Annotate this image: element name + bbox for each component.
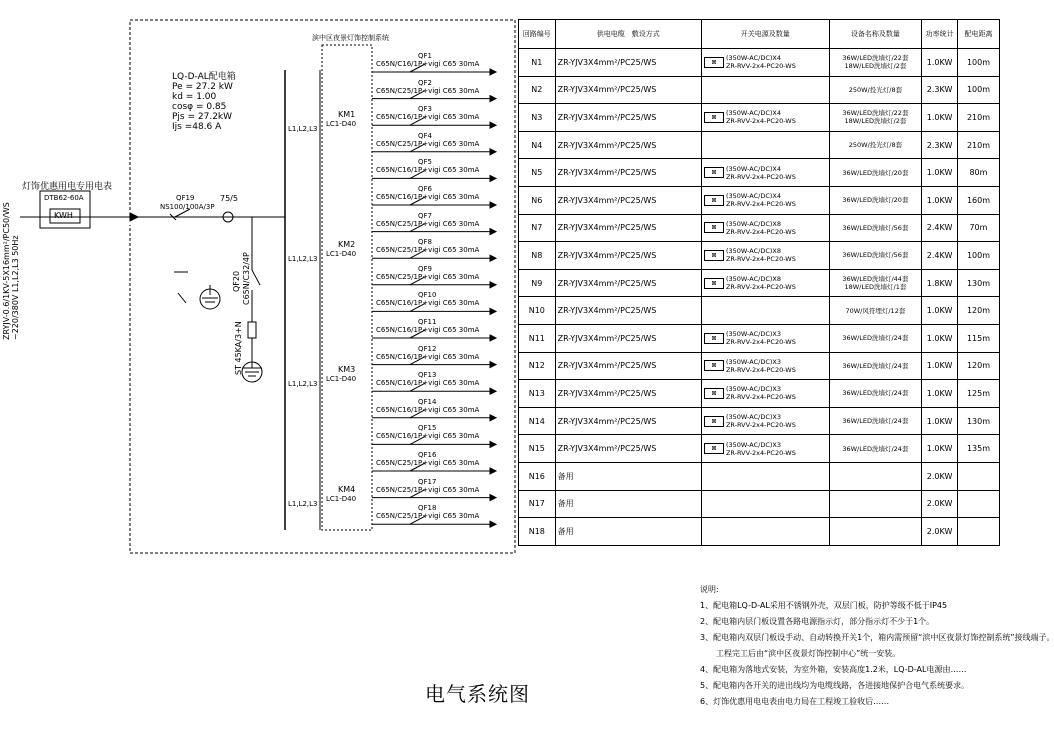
switch-power-cell bbox=[701, 518, 829, 546]
circuit-distance bbox=[957, 490, 999, 518]
feeder-arrow bbox=[490, 175, 496, 181]
table-row bbox=[519, 131, 1000, 159]
feeder-breaker-spec: C65N/C25/1P+vigi C65 30mA bbox=[376, 485, 480, 494]
table-header: 回路编号 bbox=[519, 20, 556, 49]
feeder-breaker-spec: C65N/C16/1P+vigi C65 30mA bbox=[376, 379, 480, 388]
feeder-arrow bbox=[490, 308, 496, 314]
ac-dc-converter-icon: ⊠ bbox=[704, 195, 724, 206]
circuit-cable: ZR-YJV3X4mm²/PC25/WS bbox=[555, 131, 701, 159]
circuit-number: N1 bbox=[519, 49, 556, 77]
device-cell bbox=[829, 407, 922, 435]
table-row bbox=[519, 380, 1000, 408]
device-cell bbox=[829, 186, 922, 214]
switch-power-cell bbox=[701, 186, 829, 214]
switch-power-cable: ZR-RVV-2x4-PC20-WS bbox=[725, 283, 796, 292]
device-line-1: 36W/LED洗墙灯/56套 bbox=[842, 251, 909, 260]
panel-cos: cosφ = 0.85 bbox=[172, 102, 227, 112]
note-item: 5、配电箱内各开关的进出线均为电缆线路，各进接地保护合电气系统要求。 bbox=[700, 681, 970, 690]
table-row bbox=[519, 490, 1000, 518]
bus-label: L1,L2,L3 bbox=[288, 500, 318, 508]
device-cell bbox=[829, 76, 922, 104]
ac-dc-converter-icon: ⊠ bbox=[704, 167, 724, 178]
device-line-1: 250W/投光灯/8套 bbox=[848, 85, 903, 94]
device-cell bbox=[829, 159, 922, 187]
device-line-1: 36W/LED洗墙灯/24套 bbox=[842, 444, 909, 453]
main-breaker-code: QF19 bbox=[176, 194, 195, 202]
device-line-1: 36W/LED洗墙灯/24套 bbox=[842, 389, 909, 398]
device-cell bbox=[829, 104, 922, 132]
device-line-1: 36W/LED洗墙灯/24套 bbox=[842, 417, 909, 426]
feeder-arrow bbox=[490, 149, 496, 155]
circuit-power: 1.8KW bbox=[922, 269, 958, 297]
circuit-number: N9 bbox=[519, 269, 556, 297]
switch-power-cable: ZR-RVV-2x4-PC20-WS bbox=[725, 448, 796, 457]
table-row bbox=[519, 435, 1000, 463]
device-cell bbox=[829, 131, 922, 159]
contactor-name: KM1 bbox=[338, 110, 356, 119]
circuit-cable: ZR-YJV3X4mm²/PC25/WS bbox=[555, 352, 701, 380]
device-line-1: 36W/LED洗墙灯/20套 bbox=[842, 168, 909, 177]
device-line-1: 250W/投光灯/8套 bbox=[848, 141, 903, 150]
circuit-number: N11 bbox=[519, 324, 556, 352]
switch-power-cable: ZR-RVV-2x4-PC20-WS bbox=[725, 421, 796, 430]
circuit-number: N17 bbox=[519, 490, 556, 518]
switch-power-cable: ZR-RVV-2x4-PC20-WS bbox=[725, 365, 796, 374]
feeder-arrow bbox=[490, 282, 496, 288]
feeder-breaker-code: QF5 bbox=[418, 158, 432, 167]
feeder-breaker-spec: C65N/C25/1P+vigi C65 30mA bbox=[376, 246, 480, 255]
circuit-distance: 120m bbox=[957, 352, 999, 380]
circuit-schedule-table bbox=[518, 19, 1000, 546]
circuit-cable: ZR-YJV3X4mm²/PC25/WS bbox=[555, 297, 701, 325]
circuit-cable: ZR-YJV3X4mm²/PC25/WS bbox=[555, 435, 701, 463]
feeder-breaker-spec: C65N/C16/1P+vigi C65 30mA bbox=[376, 432, 480, 441]
feeder-breaker-code: QF9 bbox=[418, 264, 432, 273]
device-line-2: 18W/LED洗墙灯/2套 bbox=[844, 62, 907, 71]
switch-power-cell bbox=[701, 104, 829, 132]
circuit-power: 1.0KW bbox=[922, 186, 958, 214]
circuit-power: 1.0KW bbox=[922, 104, 958, 132]
switch-power-spec: (350W-AC/DC)X4 bbox=[725, 54, 781, 63]
feeder-arrow bbox=[490, 69, 496, 75]
circuit-number: N15 bbox=[519, 435, 556, 463]
switch-power-spec: (350W-AC/DC)X3 bbox=[725, 330, 781, 339]
table-row bbox=[519, 186, 1000, 214]
circuit-cable: ZR-YJV3X4mm²/PC25/WS bbox=[555, 269, 701, 297]
table-header: 设备名称及数量 bbox=[829, 20, 922, 49]
circuit-distance: 115m bbox=[957, 324, 999, 352]
circuit-power: 2.0KW bbox=[922, 518, 958, 546]
switch-power-cell bbox=[701, 269, 829, 297]
contactor-name: KM4 bbox=[338, 485, 356, 494]
ac-dc-converter-icon: ⊠ bbox=[704, 333, 724, 344]
switch-power-cell bbox=[701, 49, 829, 77]
circuit-cable: ZR-YJV3X4mm²/PC25/WS bbox=[555, 49, 701, 77]
feeder-breaker-code: QF6 bbox=[418, 185, 432, 193]
switch-power-cell bbox=[701, 435, 829, 463]
feeder-breaker-code: QF13 bbox=[418, 371, 437, 380]
feeder-arrow bbox=[490, 255, 496, 261]
circuit-number: N13 bbox=[519, 380, 556, 408]
circuit-cable: 备用 bbox=[555, 518, 701, 546]
bus-label: L1,L2,L3 bbox=[288, 255, 318, 263]
panel-pjs: Pjs = 27.2kW bbox=[172, 112, 233, 122]
drawing-title: 电气系统图 bbox=[425, 682, 530, 706]
feeder-arrow bbox=[490, 202, 496, 208]
table-row bbox=[519, 462, 1000, 490]
circuit-number: N14 bbox=[519, 407, 556, 435]
table-row bbox=[519, 518, 1000, 546]
circuit-cable: ZR-YJV3X4mm²/PC25/WS bbox=[555, 104, 701, 132]
circuit-power: 1.0KW bbox=[922, 380, 958, 408]
circuit-number: N8 bbox=[519, 242, 556, 270]
circuit-distance: 130m bbox=[957, 407, 999, 435]
circuit-distance: 135m bbox=[957, 435, 999, 463]
circuit-distance: 120m bbox=[957, 297, 999, 325]
table-header: 功率统计 bbox=[922, 20, 958, 49]
device-cell bbox=[829, 242, 922, 270]
feeder-breaker-spec: C65N/C25/1P+vigi C65 30mA bbox=[376, 86, 480, 95]
feeder-breaker-spec: C65N/C25/1P+vigi C65 30mA bbox=[376, 219, 480, 228]
feeder-breaker-spec: C65N/C16/1P+vigi C65 30mA bbox=[376, 60, 480, 68]
supply-cable-label: ZRYJV-0.6/1KV-5X16mm²/PC50/WS ~220/380V L1,L2,L3 50Hz bbox=[2, 202, 20, 340]
circuit-power: 1.0KW bbox=[922, 49, 958, 77]
feeder-arrow bbox=[490, 415, 496, 421]
switch-power-cell bbox=[701, 490, 829, 518]
switch-power-cell bbox=[701, 407, 829, 435]
circuit-distance bbox=[957, 518, 999, 546]
panel-ijs: Ijs =48.6 A bbox=[172, 122, 222, 132]
circuit-power: 2.4KW bbox=[922, 242, 958, 270]
table-row bbox=[519, 242, 1000, 270]
spd-code: QF20 bbox=[232, 270, 241, 292]
note-item: 4、配电箱为落地式安装，为室外箱，安装高度1.2米，LQ-D-AL电源由…… bbox=[700, 665, 967, 674]
switch-power-spec: (350W-AC/DC)X8 bbox=[725, 219, 781, 228]
circuit-cable: ZR-YJV3X4mm²/PC25/WS bbox=[555, 242, 701, 270]
circuit-cable: ZR-YJV3X4mm²/PC25/WS bbox=[555, 214, 701, 242]
device-line-1: 36W/LED洗墙灯/56套 bbox=[842, 223, 909, 232]
bus-label: L1,L2,L3 bbox=[288, 380, 318, 388]
circuit-number: N12 bbox=[519, 352, 556, 380]
device-line-1: 36W/LED洗墙灯/44套 bbox=[842, 275, 909, 284]
feeder-breaker-code: QF2 bbox=[418, 78, 432, 87]
feeder-breaker-code: QF11 bbox=[418, 318, 437, 326]
feeder-breaker-spec: C65N/C25/1P+vigi C65 30mA bbox=[376, 512, 480, 521]
panel-kd: kd = 1.00 bbox=[172, 92, 217, 102]
meter-title: 灯饰优惠用电专用电表 bbox=[22, 182, 113, 192]
feeder-arrow bbox=[490, 468, 496, 474]
meter-model: DTB62-60A bbox=[44, 194, 84, 202]
feeder-arrow bbox=[490, 441, 496, 447]
note-item: 工程完工后由“滨中区夜景灯饰控制中心”统一安装。 bbox=[700, 649, 901, 658]
circuit-cable: ZR-YJV3X4mm²/PC25/WS bbox=[555, 159, 701, 187]
switch-power-cell bbox=[701, 462, 829, 490]
ct-ratio: 75/5 bbox=[220, 194, 238, 203]
circuit-power: 2.0KW bbox=[922, 490, 958, 518]
device-line-1: 70W/风符埋灯/12套 bbox=[845, 306, 906, 315]
device-line-2: 18W/LED洗墙灯/2套 bbox=[844, 117, 907, 126]
circuit-power: 2.3KW bbox=[922, 131, 958, 159]
notes-block bbox=[700, 582, 1054, 710]
ac-dc-converter-icon: ⊠ bbox=[704, 443, 724, 454]
circuit-number: N3 bbox=[519, 104, 556, 132]
table-row bbox=[519, 214, 1000, 242]
feeder-arrow bbox=[490, 521, 496, 527]
device-cell bbox=[829, 269, 922, 297]
switch-power-spec: (350W-AC/DC)X4 bbox=[725, 164, 781, 173]
feeder-arrow bbox=[490, 388, 496, 394]
circuit-number: N6 bbox=[519, 186, 556, 214]
notes-title: 说明: bbox=[700, 585, 719, 594]
feeder-breaker-code: QF4 bbox=[418, 131, 432, 140]
device-cell bbox=[829, 462, 922, 490]
feeder-breaker-spec: C65N/C25/1P+vigi C65 30mA bbox=[376, 139, 480, 148]
circuit-cable: ZR-YJV3X4mm²/PC25/WS bbox=[555, 324, 701, 352]
feeder-arrow bbox=[490, 362, 496, 368]
feeder-breaker-spec: C65N/C16/1P+vigi C65 30mA bbox=[376, 326, 480, 334]
circuit-number: N18 bbox=[519, 518, 556, 546]
feeder-breaker-spec: C65N/C16/1P+vigi C65 30mA bbox=[376, 299, 480, 308]
switch-power-cell bbox=[701, 297, 829, 325]
contactor-spec: LC1-D40 bbox=[326, 120, 357, 128]
device-cell bbox=[829, 324, 922, 352]
table-row bbox=[519, 269, 1000, 297]
circuit-distance: 70m bbox=[957, 214, 999, 242]
feeder-breaker-code: QF3 bbox=[418, 105, 432, 114]
table-header: 配电距离 bbox=[957, 20, 999, 49]
switch-power-spec: (350W-AC/DC)X3 bbox=[725, 413, 781, 422]
panel-name: LQ-D-AL配电箱 bbox=[172, 72, 236, 82]
note-item: 2、配电箱内层门板设置各路电源指示灯，部分指示灯不少于1个。 bbox=[700, 617, 935, 626]
bus-label: L1,L2,L3 bbox=[288, 125, 318, 133]
circuit-power: 1.0KW bbox=[922, 159, 958, 187]
device-cell bbox=[829, 380, 922, 408]
spd-arrester: ST 45KA/3+N bbox=[234, 321, 243, 375]
switch-power-spec: (350W-AC/DC)X3 bbox=[725, 440, 781, 449]
switch-power-cell bbox=[701, 214, 829, 242]
circuit-power: 2.0KW bbox=[922, 462, 958, 490]
circuit-power: 1.0KW bbox=[922, 352, 958, 380]
circuit-power: 1.0KW bbox=[922, 324, 958, 352]
switch-power-spec: (350W-AC/DC)X4 bbox=[725, 109, 781, 118]
circuit-distance: 160m bbox=[957, 186, 999, 214]
ac-dc-converter-icon: ⊠ bbox=[704, 360, 724, 371]
feeder-breaker-code: QF16 bbox=[418, 451, 437, 459]
feeder-breaker-spec: C65N/C16/1P+vigi C65 30mA bbox=[376, 166, 480, 175]
feeder-breaker-code: QF7 bbox=[418, 211, 432, 220]
circuit-distance: 80m bbox=[957, 159, 999, 187]
circuit-cable: ZR-YJV3X4mm²/PC25/WS bbox=[555, 76, 701, 104]
circuit-power: 1.0KW bbox=[922, 297, 958, 325]
note-item: 1、配电箱LQ-D-AL采用不锈钢外壳，双层门板，防护等级不低于IP45 bbox=[700, 601, 948, 610]
circuit-distance: 125m bbox=[957, 380, 999, 408]
feeder-breaker-code: QF14 bbox=[418, 397, 437, 406]
table-row bbox=[519, 76, 1000, 104]
circuit-distance bbox=[957, 462, 999, 490]
device-cell bbox=[829, 435, 922, 463]
device-cell bbox=[829, 49, 922, 77]
device-line-1: 36W/LED洗墙灯/22套 bbox=[842, 109, 909, 118]
device-cell bbox=[829, 352, 922, 380]
table-row bbox=[519, 324, 1000, 352]
switch-power-cable: ZR-RVV-2x4-PC20-WS bbox=[725, 62, 796, 71]
switch-power-spec: (350W-AC/DC)X3 bbox=[725, 357, 781, 366]
switch-power-cable: ZR-RVV-2x4-PC20-WS bbox=[725, 200, 796, 209]
feeder-arrow bbox=[490, 96, 496, 102]
switch-power-cable: ZR-RVV-2x4-PC20-WS bbox=[725, 393, 796, 402]
circuit-number: N16 bbox=[519, 462, 556, 490]
spd-breaker: C65N/C32/4P bbox=[242, 252, 251, 305]
device-cell bbox=[829, 297, 922, 325]
ac-dc-converter-icon: ⊠ bbox=[704, 388, 724, 399]
contactor-spec: LC1-D40 bbox=[326, 495, 357, 503]
table-row bbox=[519, 104, 1000, 132]
feeder-breaker-spec: C65N/C16/1P+vigi C65 30mA bbox=[376, 113, 480, 122]
circuit-power: 2.3KW bbox=[922, 76, 958, 104]
switch-power-cell bbox=[701, 76, 829, 104]
device-cell bbox=[829, 214, 922, 242]
circuit-number: N2 bbox=[519, 76, 556, 104]
contactor-name: KM2 bbox=[338, 240, 356, 249]
ac-dc-converter-icon: ⊠ bbox=[704, 222, 724, 233]
table-row bbox=[519, 159, 1000, 187]
ac-dc-converter-icon: ⊠ bbox=[704, 112, 724, 123]
table-header: 开关电源及数量 bbox=[701, 20, 829, 49]
feeder-breaker-code: QF18 bbox=[418, 504, 437, 513]
circuit-cable: ZR-YJV3X4mm²/PC25/WS bbox=[555, 186, 701, 214]
switch-power-cell bbox=[701, 352, 829, 380]
feeder-breaker-code: QF10 bbox=[418, 291, 437, 300]
feeder-breaker-code: QF12 bbox=[418, 344, 437, 353]
feeder-arrow bbox=[490, 122, 496, 128]
device-cell bbox=[829, 518, 922, 546]
circuit-cable: ZR-YJV3X4mm²/PC25/WS bbox=[555, 380, 701, 408]
device-line-1: 36W/LED洗墙灯/22套 bbox=[842, 54, 909, 63]
feeder-arrow bbox=[490, 495, 496, 501]
table-row bbox=[519, 297, 1000, 325]
circuit-power: 1.0KW bbox=[922, 407, 958, 435]
device-line-1: 36W/LED洗墙灯/24套 bbox=[842, 361, 909, 370]
contactor-name: KM3 bbox=[338, 365, 356, 374]
circuit-distance: 130m bbox=[957, 269, 999, 297]
switch-power-spec: (350W-AC/DC)X4 bbox=[725, 192, 781, 201]
switch-power-cable: ZR-RVV-2x4-PC20-WS bbox=[725, 172, 796, 181]
table-header: 供电电缆 敷设方式 bbox=[555, 20, 701, 49]
feeder-breaker-spec: C65N/C25/1P+vigi C65 30mA bbox=[376, 272, 480, 281]
circuit-distance: 100m bbox=[957, 242, 999, 270]
switch-power-spec: (350W-AC/DC)X3 bbox=[725, 385, 781, 394]
device-cell bbox=[829, 490, 922, 518]
switch-power-spec: (350W-AC/DC)X8 bbox=[725, 275, 781, 284]
circuit-cable: 备用 bbox=[555, 490, 701, 518]
circuit-number: N5 bbox=[519, 159, 556, 187]
panel-parameters bbox=[172, 72, 236, 132]
circuit-power: 2.4KW bbox=[922, 214, 958, 242]
switch-power-cell bbox=[701, 131, 829, 159]
circuit-distance: 100m bbox=[957, 49, 999, 77]
control-system-label: 滨中区夜景灯饰控制系统 bbox=[312, 34, 389, 42]
switch-power-cell bbox=[701, 380, 829, 408]
circuit-power: 1.0KW bbox=[922, 435, 958, 463]
circuit-distance: 210m bbox=[957, 104, 999, 132]
circuit-number: N10 bbox=[519, 297, 556, 325]
table-row bbox=[519, 407, 1000, 435]
main-breaker-spec: NS100/100A/3P bbox=[160, 203, 215, 211]
switch-power-cell bbox=[701, 324, 829, 352]
feeder-breaker-code: QF17 bbox=[418, 477, 437, 486]
ac-dc-converter-icon: ⊠ bbox=[704, 278, 724, 289]
device-line-2: 18W/LED洗墙灯/1套 bbox=[844, 283, 907, 292]
switch-power-cell bbox=[701, 159, 829, 187]
circuit-distance: 100m bbox=[957, 76, 999, 104]
feeder-breaker-code: QF15 bbox=[418, 424, 437, 433]
feeder-breaker-code: QF1 bbox=[418, 52, 432, 60]
feeder-breaker-spec: C65N/C25/1P+vigi C65 30mA bbox=[376, 459, 480, 467]
arrester-box bbox=[248, 322, 256, 338]
switch-power-cable: ZR-RVV-2x4-PC20-WS bbox=[725, 338, 796, 347]
circuit-distance: 210m bbox=[957, 131, 999, 159]
feeder-breaker-code: QF8 bbox=[418, 238, 432, 247]
switch-power-cable: ZR-RVV-2x4-PC20-WS bbox=[725, 227, 796, 236]
switch-power-cell bbox=[701, 242, 829, 270]
feeder-breaker-spec: C65N/C16/1P+vigi C65 30mA bbox=[376, 352, 480, 361]
table-row bbox=[519, 352, 1000, 380]
feeder-breaker-spec: C65N/C16/1P+vigi C65 30mA bbox=[376, 405, 480, 414]
device-line-1: 36W/LED洗墙灯/20套 bbox=[842, 196, 909, 205]
switch-power-cable: ZR-RVV-2x4-PC20-WS bbox=[725, 117, 796, 126]
switch-power-spec: (350W-AC/DC)X8 bbox=[725, 247, 781, 256]
device-line-1: 36W/LED洗墙灯/24套 bbox=[842, 334, 909, 343]
note-item: 3、配电箱内双层门板设手动、自动转换开关1个，箱内需预留“滨中区夜景灯饰控制系统”接线端子。 bbox=[700, 633, 1054, 642]
feeder-arrow bbox=[490, 335, 496, 341]
feeder-arrow bbox=[490, 229, 496, 235]
ac-dc-converter-icon: ⊠ bbox=[704, 250, 724, 261]
panel-pe: Pe = 27.2 kW bbox=[172, 82, 233, 92]
switch-power-cable: ZR-RVV-2x4-PC20-WS bbox=[725, 255, 796, 264]
contactor-spec: LC1-D40 bbox=[326, 250, 357, 258]
note-item: 6、灯饰优惠用电电表由电力局在工程竣工验收后…… bbox=[700, 697, 890, 706]
circuit-cable: ZR-YJV3X4mm²/PC25/WS bbox=[555, 407, 701, 435]
kwh-label: KWH bbox=[54, 211, 73, 220]
ac-dc-converter-icon: ⊠ bbox=[704, 57, 724, 68]
ac-dc-converter-icon: ⊠ bbox=[704, 416, 724, 427]
circuit-number: N4 bbox=[519, 131, 556, 159]
circuit-number: N7 bbox=[519, 214, 556, 242]
contactor-spec: LC1-D40 bbox=[326, 375, 357, 383]
circuit-cable: 备用 bbox=[555, 462, 701, 490]
table-row bbox=[519, 49, 1000, 77]
feeder-breaker-spec: C65N/C16/1P+vigi C65 30mA bbox=[376, 193, 480, 201]
